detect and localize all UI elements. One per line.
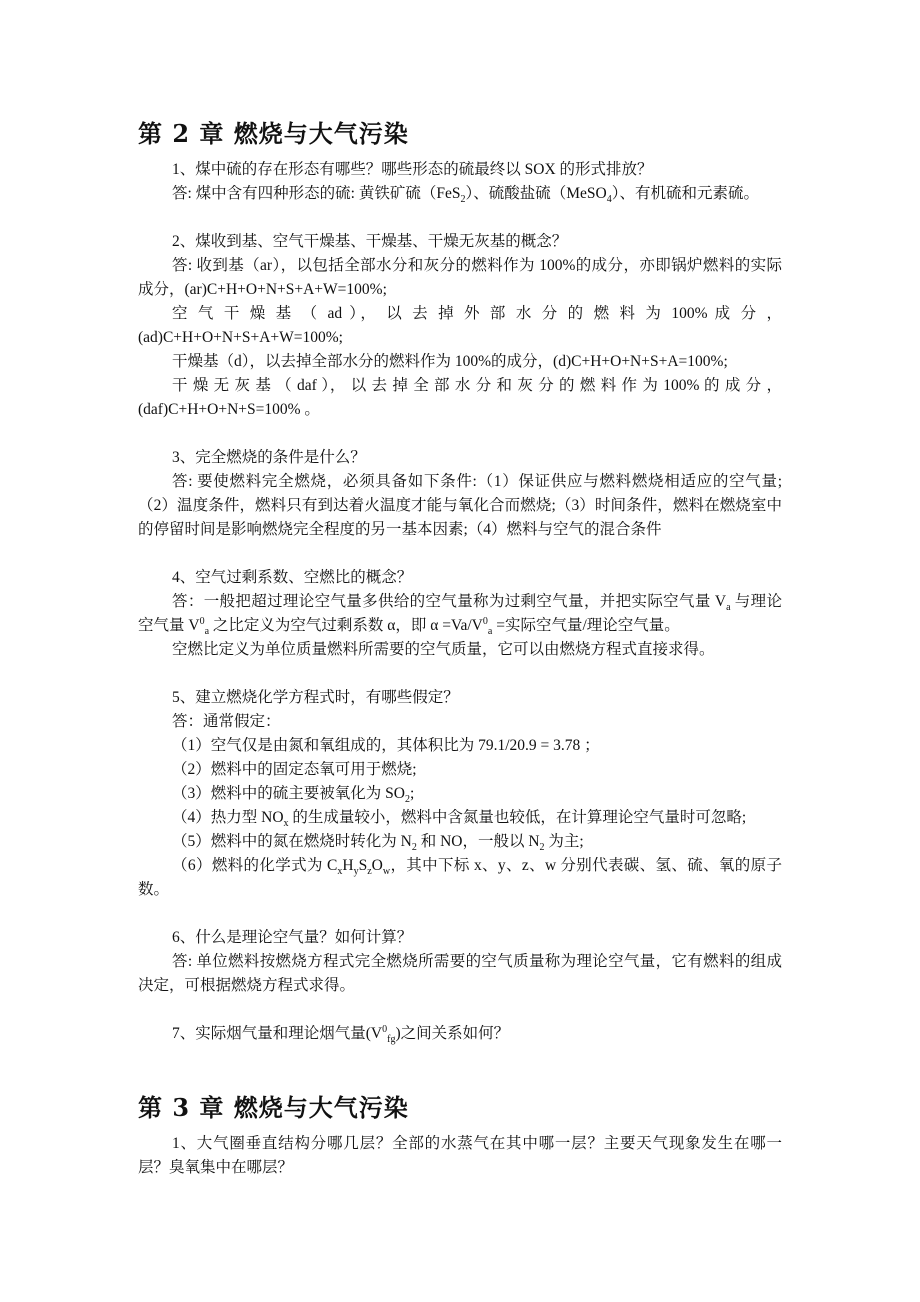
- assumption-4: （4）热力型 $NO_x$ 的生成量较小，燃料中含氮量也较低，在计算理论空气量时可忽略;: [172, 809, 747, 830]
- document-body: [138, 118, 782, 1180]
- assumption-6: （6）燃料的化学式为 $C_xH_yS_zO_w$，其中下标 x、y、z、w 分别代表碳、氢、硫、氧的原子数。: [138, 857, 782, 898]
- question-2-1: 1、煤中硫的存在形态有哪些？哪些形态的硫最终以 SOX 的形式排放？: [172, 161, 653, 178]
- answer-2-2-d: 干燥基（d），以去掉全部水分的燃料作为 100%的成分，(d)C+H+O+N+S+A=100%;: [172, 353, 728, 370]
- answer-2-4-air-fuel-ratio: 空燃比定义为单位质量燃料所需要的空气质量，它可以由燃烧方程式直接求得。: [172, 641, 715, 658]
- spacer: [138, 998, 782, 1022]
- assumption-5: （5）燃料中的氮在燃烧时转化为 $N_2$ 和 NO，一般以 $N_2$ 为主;: [172, 833, 584, 854]
- answer-2-2-daf-line1: 干 燥 无 灰 基 （ daf ）， 以 去 掉 全 部 水 分 和 灰 分 的 燃 料 作 为 100% 的 成 分 ，: [172, 377, 782, 394]
- chapter-2-title: 第 2 章 燃烧与大气污染: [138, 119, 409, 148]
- question-2-2: 2、煤收到基、空气干燥基、干燥基、干燥无灰基的概念？: [172, 233, 568, 250]
- assumption-2: （2）燃料中的固定态氧可用于燃烧;: [172, 761, 417, 778]
- answer-2-2-ad-line2: (ad)C+H+O+N+S+A+W=100%;: [138, 329, 343, 346]
- question-2-4: 4、空气过剩系数、空燃比的概念？: [172, 569, 413, 586]
- answer-2-2-daf-line2: (daf)C+H+O+N+S=100% 。: [138, 401, 320, 418]
- question-2-6: 6、什么是理论空气量？如何计算？: [172, 929, 413, 946]
- question-2-3: 3、完全燃烧的条件是什么？: [172, 449, 366, 466]
- spacer: [138, 1046, 782, 1068]
- spacer: [138, 1068, 782, 1092]
- spacer: [138, 902, 782, 926]
- answer-2-2-ar: 答: 收到基（ar），以包括全部水分和灰分的燃料作为 100%的成分，亦即锅炉燃料的实际成分，(ar)C+H+O+N+S+A+W=100%;: [138, 257, 782, 298]
- answer-2-4-excess-air: 答：一般把超过理论空气量多供给的空气量称为过剩空气量，并把实际空气量 $V_a$ 与理论空气量 $V^0_a$ 之比定义为空气过剩系数 α，即 $\alpha =Va/V^0_a$ =实际空气量/理论空气量。: [138, 593, 782, 638]
- answer-2-2-ad-line1: 空 气 干 燥 基 （ ad ）， 以 去 掉 外 部 水 分 的 燃 料 为 100% 成 分 ，: [172, 305, 782, 322]
- spacer: [138, 662, 782, 686]
- answer-2-5: 答：通常假定：: [172, 713, 281, 730]
- question-3-1: 1、大气圈垂直结构分哪几层？全部的水蒸气在其中哪一层？主要天气现象发生在哪一层？臭氧集中在哪层？: [138, 1135, 782, 1176]
- question-2-7: 7、实际烟气量和理论烟气量$(V^0_{fg})$之间关系如何？: [172, 1023, 510, 1046]
- spacer: [138, 422, 782, 446]
- spacer: [138, 542, 782, 566]
- question-2-5: 5、建立燃烧化学方程式时，有哪些假定？: [172, 689, 459, 706]
- assumption-1: （1）空气仅是由氮和氧组成的，其体积比为 79.1/20.9 = 3.78 ；: [172, 737, 600, 754]
- answer-2-3: 答: 要使燃料完全燃烧，必须具备如下条件:（1）保证供应与燃料燃烧相适应的空气量;（2）温度条件，燃料只有到达着火温度才能与氧化合而燃烧;（3）时间条件，燃料在燃烧室中的停留时间是影响燃烧完全程度的另一基本因素;（4）燃料与空气的混合条件: [138, 473, 782, 538]
- assumption-3: （3）燃料中的硫主要被氧化为 $SO_2$;: [172, 785, 415, 806]
- chapter-3-title: 第 3 章 燃烧与大气污染: [138, 1093, 409, 1122]
- answer-2-6: 答: 单位燃料按燃烧方程式完全燃烧所需要的空气质量称为理论空气量，它有燃料的组成决定，可根据燃烧方程式求得。: [138, 953, 782, 994]
- answer-2-1: 答: 煤中含有四种形态的硫: 黄铁矿硫（FeS$_2$）、硫酸盐硫（MeSO$_4$）、有机硫和元素硫。: [172, 185, 759, 206]
- spacer: [138, 206, 782, 230]
